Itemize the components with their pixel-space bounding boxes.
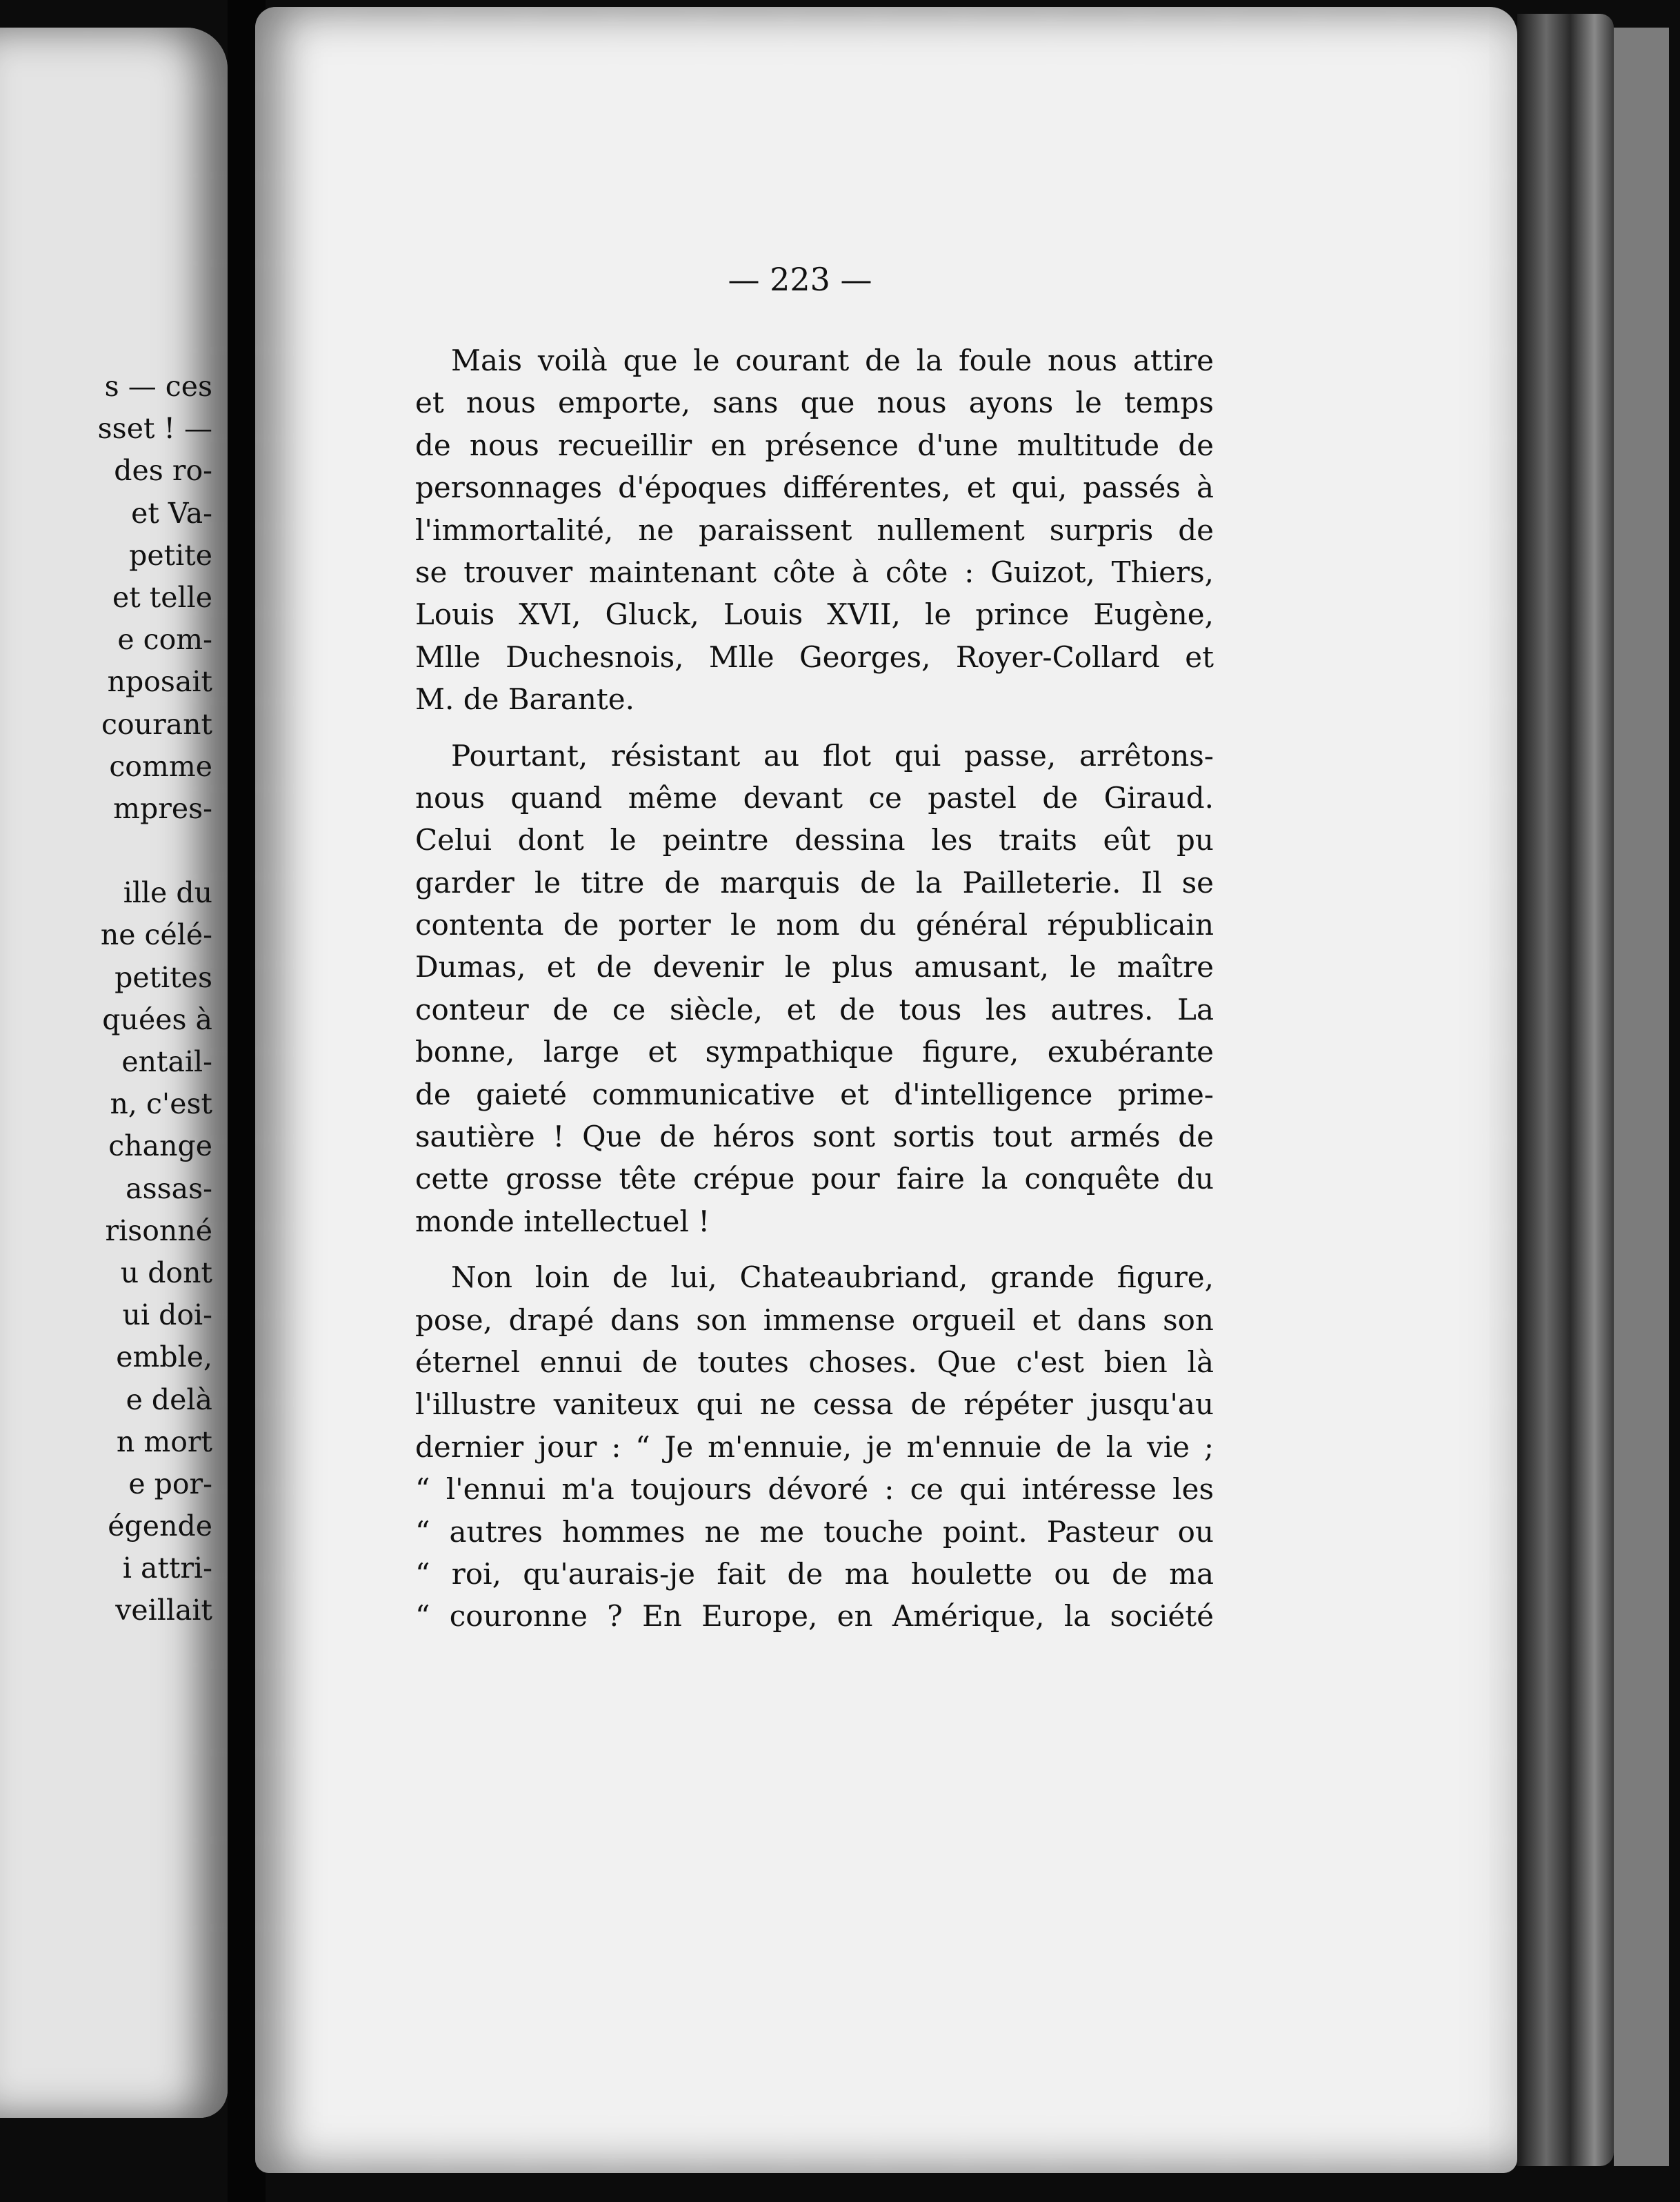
paragraph-3	[415, 1256, 1214, 1638]
text-line: nous quand même devant ce pastel de Giraud.	[415, 780, 1214, 815]
left-line: veillait	[115, 1594, 212, 1627]
text-line: Pourtant, résistant au flot qui passe, arrêtons-	[451, 738, 1214, 773]
text-line: bonne, large et sympathique figure, exubérante	[415, 1035, 1214, 1069]
text-line: et nous emporte, sans que nous ayons le temps	[415, 386, 1214, 420]
left-line: ille du	[123, 876, 212, 910]
left-line: assas-	[126, 1171, 212, 1205]
text-line: Celui dont le peintre dessina les traits eût pu	[415, 823, 1214, 857]
left-line: n mort	[116, 1425, 212, 1458]
left-line: ui doi-	[122, 1298, 212, 1332]
left-line: i attri-	[122, 1551, 212, 1585]
text-line: dernier jour : “ Je m'ennuie, je m'ennuie de la vie ;	[415, 1429, 1214, 1464]
text-line: conteur de ce siècle, et de tous les autres. La	[415, 992, 1214, 1026]
text-line: l'illustre vaniteux qui ne cessa de répéter jusqu'au	[415, 1387, 1214, 1422]
text-line: personnages d'époques différentes, et qui, passés à	[415, 470, 1214, 505]
text-line: “ autres hommes ne me touche point. Pasteur ou	[415, 1514, 1214, 1549]
text-line: M. de Barante.	[415, 682, 634, 717]
left-line: comme	[109, 749, 212, 783]
text-line: l'immortalité, ne paraissent nullement surpris de	[415, 513, 1214, 547]
left-line: entail-	[121, 1045, 212, 1078]
book-cover-edge	[1614, 28, 1669, 2166]
text-line: Mais voilà que le courant de la foule nous attire	[451, 344, 1214, 377]
paragraph-1	[415, 339, 1214, 721]
left-line: et telle	[112, 580, 212, 614]
left-line: change	[108, 1129, 212, 1163]
page-number: — 223 —	[728, 261, 872, 298]
page-edge-stack	[1517, 14, 1614, 2166]
left-line: e por-	[128, 1467, 212, 1500]
text-line: monde intellectuel !	[415, 1204, 710, 1238]
facing-page-text	[0, 366, 212, 1632]
left-line: e com-	[117, 623, 212, 657]
left-line: sset ! —	[97, 412, 212, 446]
text-line: “ l'ennui m'a toujours dévoré : ce qui intéresse les	[415, 1472, 1214, 1507]
text-line: cette grosse tête crépue pour faire la conquête du	[415, 1162, 1214, 1196]
facing-page-left	[0, 28, 228, 2118]
left-line: courant	[101, 707, 212, 741]
page-body	[415, 339, 1214, 1638]
left-line: des ro-	[114, 454, 212, 488]
paragraph-2	[415, 735, 1214, 1243]
text-line: de gaieté communicative et d'intelligence prime-	[415, 1077, 1214, 1111]
left-line: nposait	[107, 665, 212, 699]
left-line: emble,	[116, 1340, 212, 1374]
text-line: se trouver maintenant côte à côte : Guizot, Thiers,	[415, 555, 1214, 589]
left-line: mpres-	[113, 791, 212, 825]
left-line: petite	[129, 538, 212, 572]
left-line: e delà	[126, 1382, 212, 1416]
left-line: et Va-	[131, 496, 212, 530]
left-line: risonné	[105, 1213, 212, 1247]
left-line-blank	[0, 830, 212, 872]
left-line: n, c'est	[110, 1087, 212, 1121]
text-line: garder le titre de marquis de la Pailleterie. Il se	[415, 865, 1214, 900]
text-line: Louis XVI, Gluck, Louis XVII, le prince Eugène,	[415, 597, 1214, 632]
text-line: “ couronne ? En Europe, en Amérique, la société	[415, 1599, 1214, 1634]
text-line: Non loin de lui, Chateaubriand, grande figure,	[451, 1260, 1214, 1295]
text-line: “ roi, qu'aurais-je fait de ma houlette ou de ma	[415, 1556, 1214, 1591]
left-line: petites	[114, 960, 212, 994]
left-line: u dont	[120, 1256, 212, 1289]
text-line: pose, drapé dans son immense orgueil et dans son	[415, 1302, 1214, 1337]
text-line: Dumas, et de devenir le plus amusant, le maître	[415, 950, 1214, 984]
left-line: quées à	[102, 1002, 212, 1036]
text-line: de nous recueillir en présence d'une multitude de	[415, 428, 1214, 462]
text-line: Mlle Duchesnois, Mlle Georges, Royer-Collard et	[415, 639, 1214, 674]
text-line: éternel ennui de toutes choses. Que c'est bien là	[415, 1345, 1214, 1379]
left-line: égende	[108, 1509, 212, 1543]
text-line: sautière ! Que de héros sont sortis tout armés de	[415, 1120, 1214, 1154]
left-line: s — ces	[104, 370, 212, 403]
text-line: contenta de porter le nom du général républicain	[415, 908, 1214, 942]
left-line: ne célé-	[100, 918, 212, 952]
